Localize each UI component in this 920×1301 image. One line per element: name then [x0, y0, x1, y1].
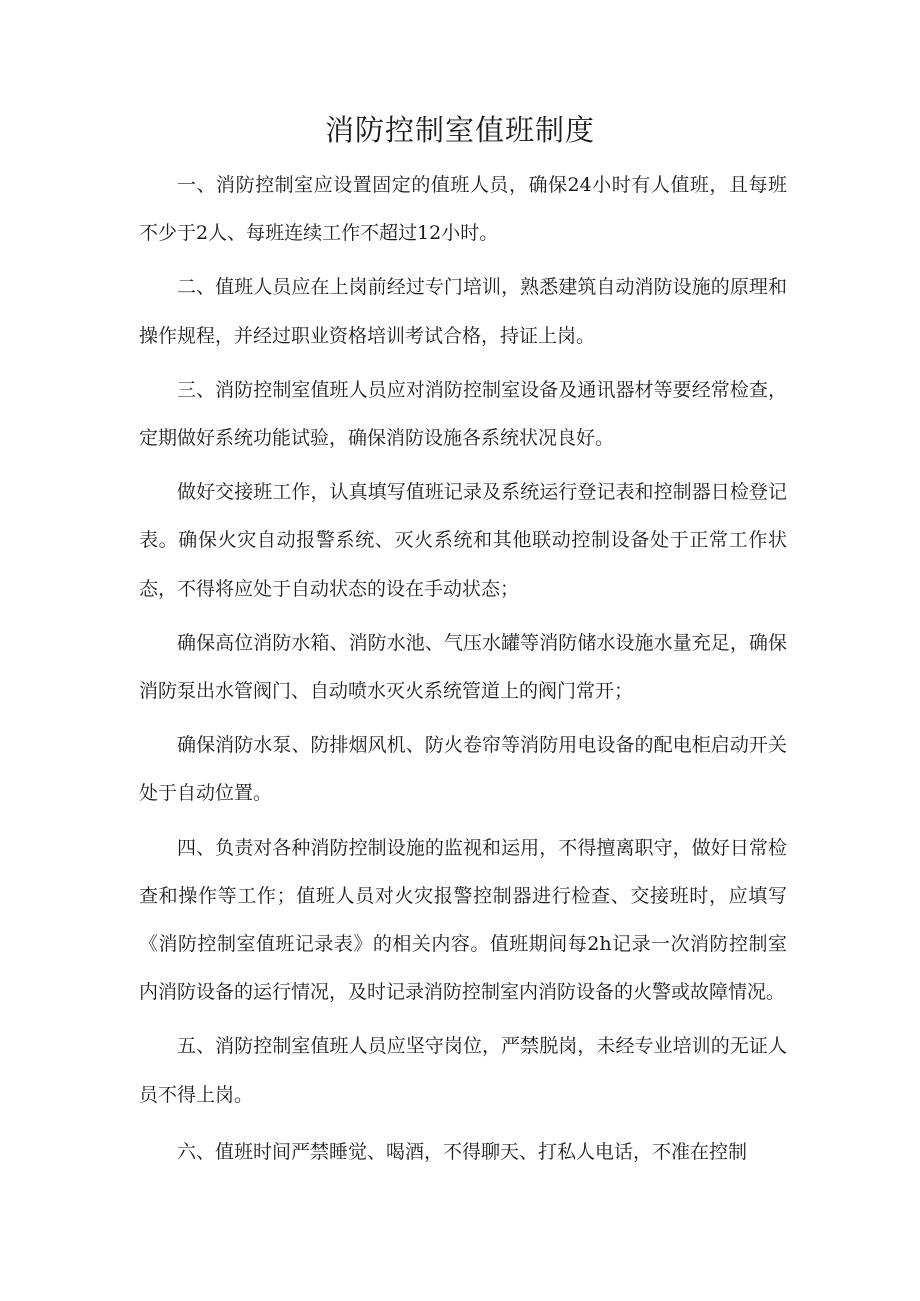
- paragraph-5: 确保高位消防水箱、消防水池、气压水罐等消防储水设施水量充足，确保消防泵出水管阀门、自动喷水灭火系统管道上的阀门常开；: [139, 631, 787, 703]
- paragraph-9: 六、值班时间严禁睡觉、喝酒，不得聊天、打私人电话，不准在控制: [177, 1140, 748, 1163]
- paragraph-1: 一、消防控制室应设置固定的值班人员，确保24小时有人值班，且每班不少于2人、每班连续工作不超过12小时。: [139, 174, 787, 245]
- paragraph-3: 三、消防控制室值班人员应对消防控制室设备及通讯器材等要经常检查，定期做好系统功能试验，确保消防设施各系统状况良好。: [139, 378, 787, 450]
- document-body: [139, 161, 787, 1176]
- paragraph-7: 四、负责对各种消防控制设施的监视和运用，不得擅离职守，做好日常检查和操作等工作；值班人员对火灾报警控制器进行检查、交接班时，应填写《消防控制室值班记录表》的相关内容。值班期间每2h记录一次消防控制室内消防设备的运行情况，及时记录消防控制室内消防设备的火警或故障情况。: [139, 836, 787, 1004]
- page-title: 消防控制室值班制度: [324, 113, 595, 147]
- paragraph-2: 二、值班人员应在上岗前经过专门培训，熟悉建筑自动消防设施的原理和操作规程，并经过职业资格培训考试合格，持证上岗。: [139, 276, 787, 347]
- paragraph-8: 五、消防控制室值班人员应坚守岗位，严禁脱岗，未经专业培训的无证人员不得上岗。: [139, 1035, 787, 1106]
- paragraph-4: 做好交接班工作，认真填写值班记录及系统运行登记表和控制器日检登记表。确保火灾自动报警系统、灭火系统和其他联动控制设备处于正常工作状态，不得将应处于自动状态的设在手动状态；: [139, 481, 787, 600]
- paragraph-6: 确保消防水泵、防排烟风机、防火卷帘等消防用电设备的配电柜启动开关处于自动位置。: [139, 734, 787, 805]
